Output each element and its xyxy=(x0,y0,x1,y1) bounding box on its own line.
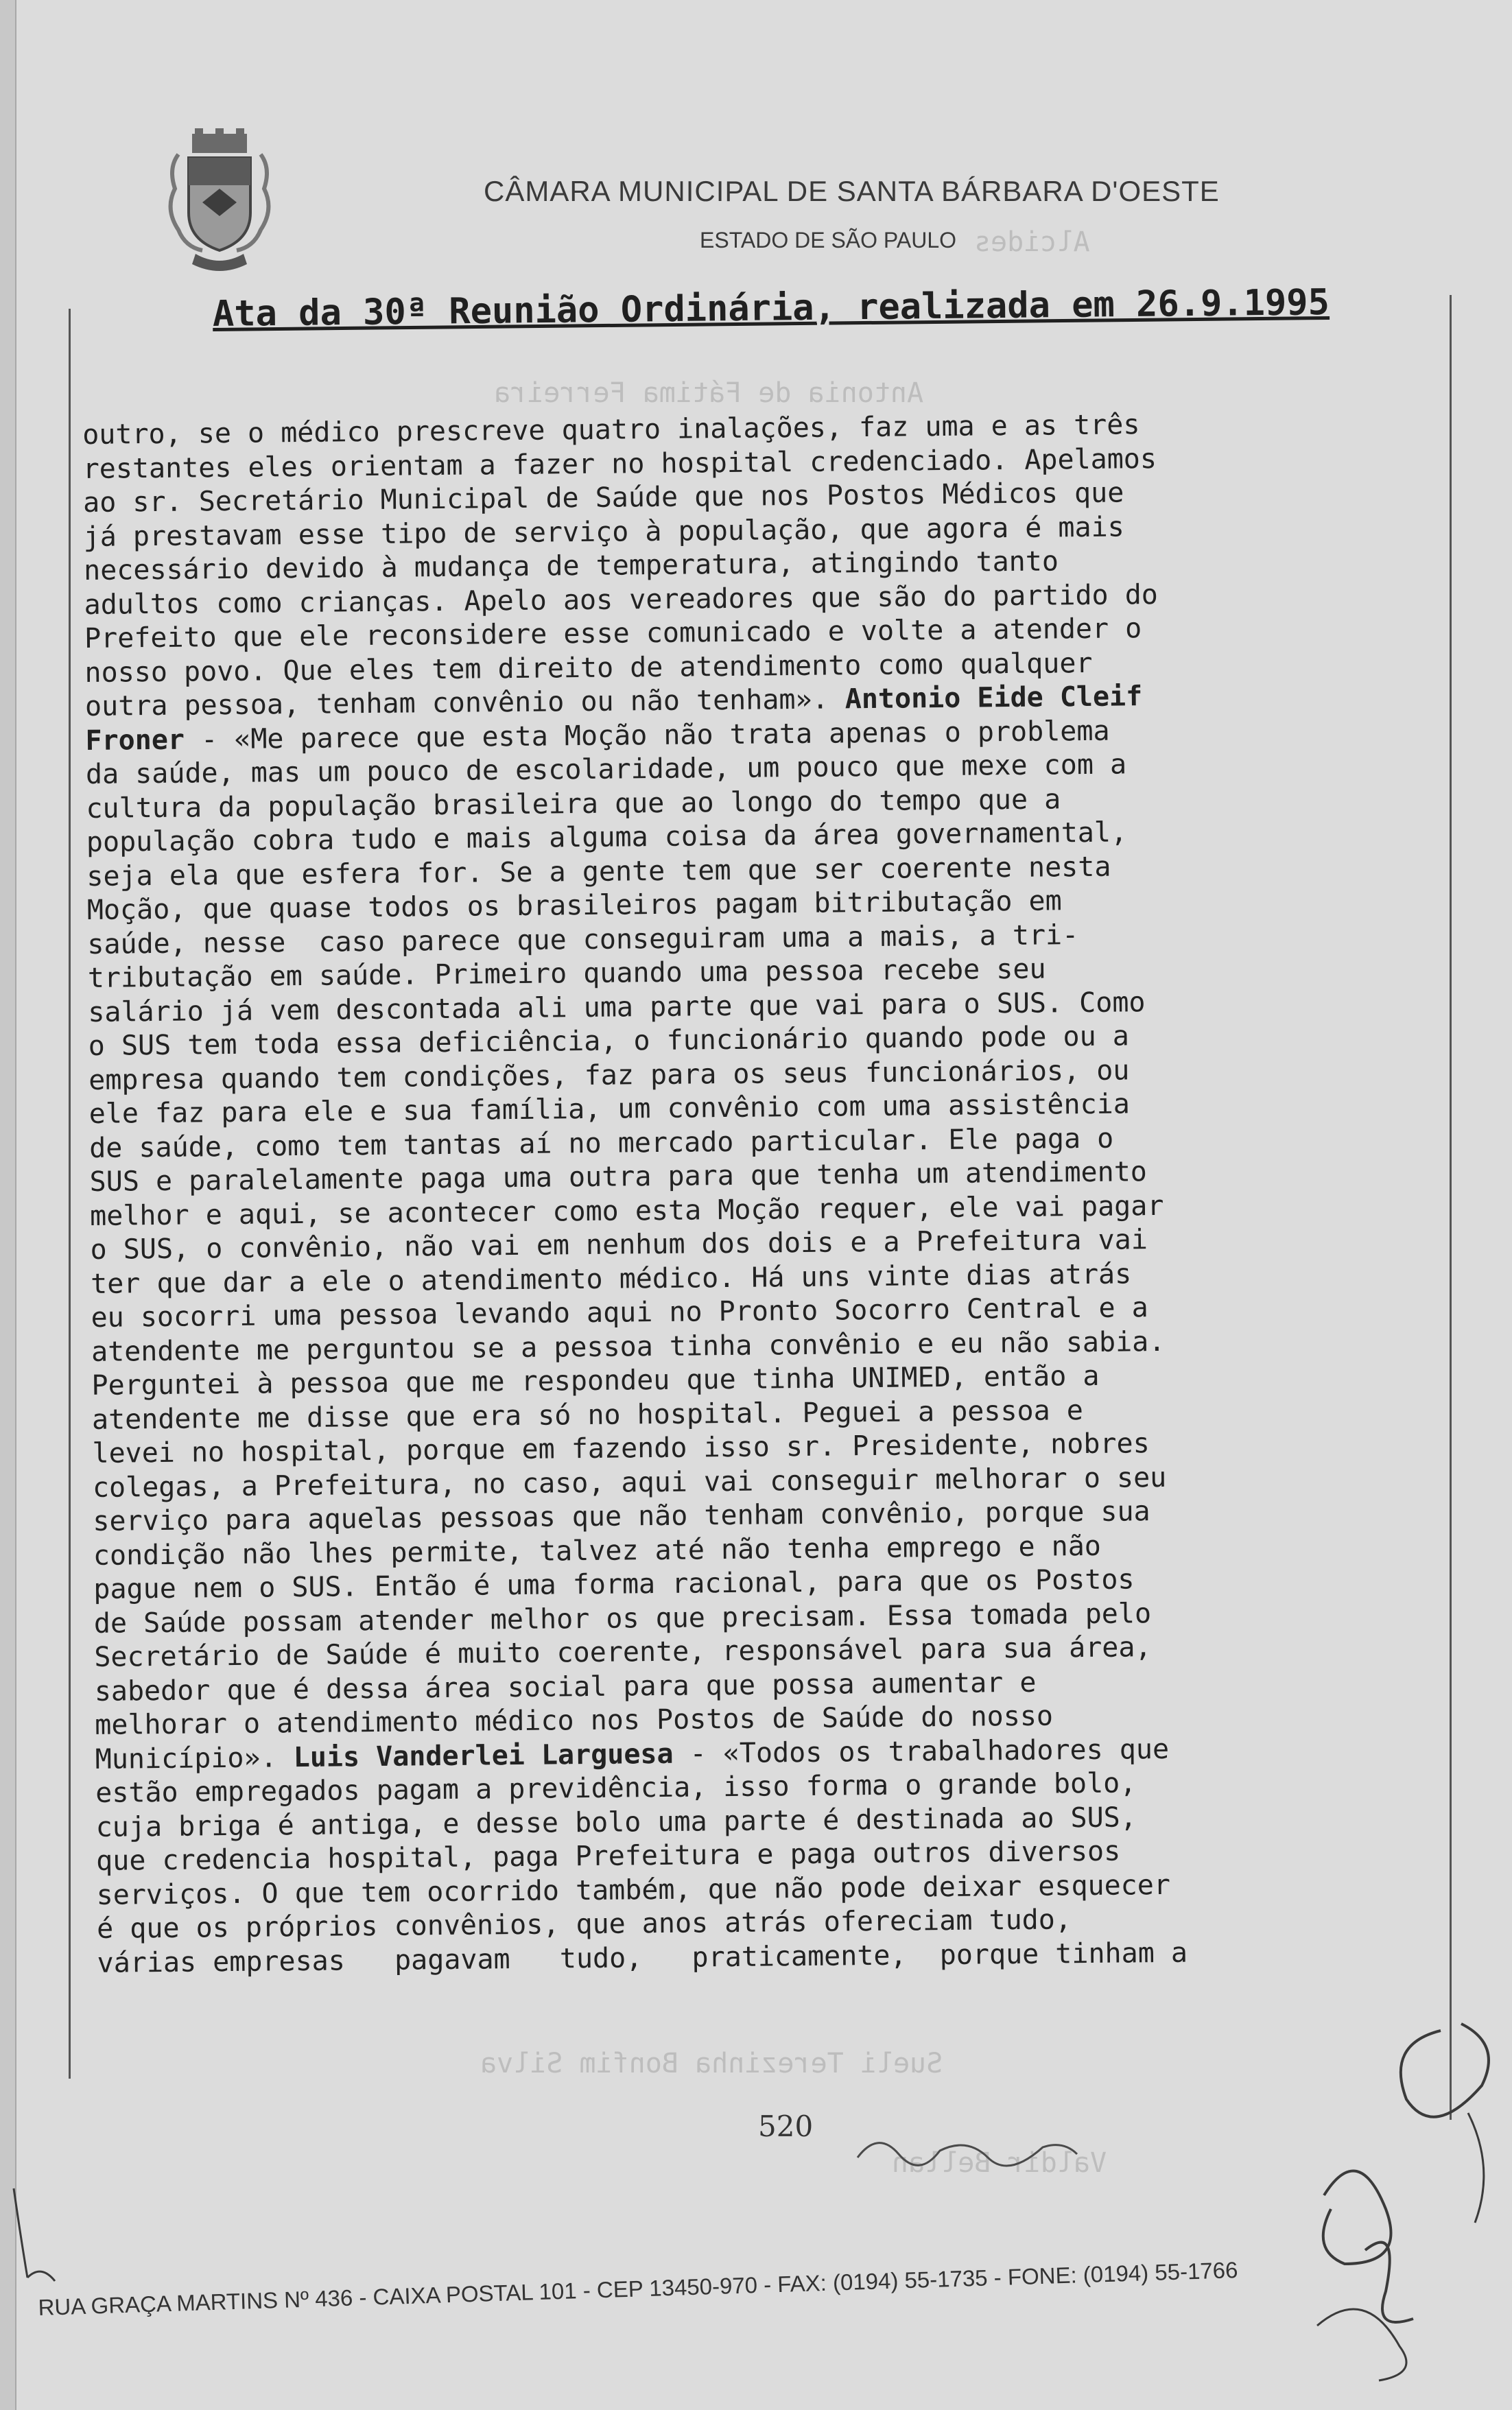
speaker-name: Luis Vanderlei Larguesa xyxy=(293,1738,674,1773)
speaker-name: Froner xyxy=(85,724,185,757)
body-line: ter que dar a ele o atendimento médico. Há uns vinte dias atrás xyxy=(90,1257,1132,1300)
body-line: nosso povo. Que eles tem direito de atendimento como qualquer xyxy=(84,647,1093,689)
body-line: da saúde, mas um pouco de escolaridade, um pouco que mexe com a xyxy=(85,748,1127,790)
minutes-body xyxy=(82,405,1435,1981)
body-line: serviços. O que tem ocorrido também, que não pode deixar esquecer xyxy=(96,1869,1171,1911)
body-line: seja ela que esfera for. Se a gente tem que ser coerente nesta xyxy=(86,851,1111,893)
body-line: colegas, a Prefeitura, no caso, aqui vai conseguir melhorar o seu xyxy=(92,1461,1167,1504)
coat-of-arms-icon xyxy=(165,127,274,278)
bleed-through-name: Valdir Bellan xyxy=(892,2147,1107,2179)
body-line: estão empregados pagam a previdência, isso forma o grande bolo, xyxy=(95,1767,1137,1809)
body-line: Prefeito que ele reconsidere esse comunicado e volte a atender o xyxy=(84,613,1142,654)
body-line: condição não lhes permite, talvez até não tenha emprego e não xyxy=(93,1530,1102,1572)
body-line: ao sr. Secretário Municipal de Saúde que nos Postos Médicos que xyxy=(82,477,1124,519)
body-line: salário já vem descontada ali uma parte que vai para o SUS. Como xyxy=(88,986,1146,1028)
speaker-name: Antonio Eide Cleif xyxy=(844,681,1143,716)
body-line: atendente me disse que era só no hospital. Peguei a pessoa e xyxy=(91,1394,1084,1436)
body-line: o SUS tem toda essa deficiência, o funcionário quando pode ou a xyxy=(88,1020,1130,1062)
right-margin-rule xyxy=(1450,295,1452,2120)
body-line: atendente me perguntou se a pessoa tinha convênio e eu não sabia. xyxy=(91,1325,1166,1368)
body-line: adultos como crianças. Apelo aos vereadores que são do partido do xyxy=(84,578,1159,621)
body-line: outra pessoa, tenham convênio ou não tenham». xyxy=(84,683,845,722)
body-line: o SUS, o convênio, não vai em nenhum dos dois e a Prefeitura vai xyxy=(90,1224,1148,1266)
signature-icon xyxy=(851,2116,1084,2178)
body-line: - «Me parece que esta Moção não trata apenas o problema xyxy=(184,715,1110,756)
bleed-through-name: Alcides xyxy=(974,226,1090,258)
body-line: levei no hospital, porque em fazendo isso sr. Presidente, nobres xyxy=(92,1428,1150,1469)
body-line: ele faz para ele e sua família, um convênio com uma assistência xyxy=(88,1088,1131,1130)
bleed-through-name: Sueli Terezinha Bonfim Silva xyxy=(480,2048,943,2079)
body-line: empresa quando tem condições, faz para os seus funcionários, ou xyxy=(88,1054,1130,1096)
body-line: - «Todos os trabalhadores que xyxy=(673,1733,1170,1770)
body-line: tributação em saúde. Primeiro quando uma pessoa recebe seu xyxy=(87,953,1046,994)
chamber-name: CÂMARA MUNICIPAL DE SANTA BÁRBARA D'OESTE xyxy=(484,175,1220,207)
body-line: de Saúde possam atender melhor os que precisam. Essa tomada pelo xyxy=(93,1597,1152,1640)
body-line: que credencia hospital, paga Prefeitura e paga outros diversos xyxy=(95,1835,1121,1877)
body-line: sabedor que é dessa área social para que possa aumentar e xyxy=(94,1666,1037,1708)
body-line: Perguntei à pessoa que me respondeu que tinha UNIMED, então a xyxy=(91,1360,1100,1402)
state-name: ESTADO DE SÃO PAULO xyxy=(700,228,957,252)
signature-icon xyxy=(7,2182,62,2284)
body-line: já prestavam esse tipo de serviço à população, que agora é mais xyxy=(83,510,1124,553)
body-line: saúde, nesse caso parece que conseguiram uma a mais, a tri- xyxy=(87,919,1079,960)
body-line: outro, se o médico prescreve quatro inalações, faz uma e as três xyxy=(82,409,1140,451)
body-line: necessário devido à mudança de temperatura, atingindo tanto xyxy=(83,545,1059,587)
body-line: Moção, que quase todos os brasileiros pagam bitributação em xyxy=(86,885,1062,926)
body-line: Secretário de Saúde é muito coerente, responsável para sua área, xyxy=(94,1631,1152,1673)
body-line: SUS e paralelamente paga uma outra para que tenha um atendimento xyxy=(89,1156,1148,1198)
left-margin-rule xyxy=(69,309,71,2079)
binding-edge xyxy=(0,0,16,2410)
body-line: é que os próprios convênios, que anos atrás ofereciam tudo, xyxy=(96,1904,1072,1945)
body-line: de saúde, como tem tantas aí no mercado particular. Ele paga o xyxy=(88,1122,1114,1164)
body-line: Município». xyxy=(95,1741,294,1775)
page-number: 520 xyxy=(758,2110,814,2143)
meeting-title: Ata da 30ª Reunião Ordinária, realizada em 26.9.1995 xyxy=(212,281,1330,335)
body-line: melhor e aqui, se acontecer como esta Moção requer, ele vai pagar xyxy=(89,1190,1164,1232)
body-line: cultura da população brasileira que ao longo do tempo que a xyxy=(86,783,1061,825)
body-line: restantes eles orientam a fazer no hospital credenciado. Apelamos xyxy=(82,442,1157,485)
footer-address: RUA GRAÇA MARTINS Nº 436 - CAIXA POSTAL 101 - CEP 13450-970 - FAX: (0194) 55-1735 - FONE: (0194) 55-1766 xyxy=(38,2257,1238,2320)
body-line: melhorar o atendimento médico nos Postos de Saúde do nosso xyxy=(95,1700,1054,1741)
body-line: população cobra tudo e mais alguma coisa da área governamental, xyxy=(86,816,1128,858)
body-line: pague nem o SUS. Então é uma forma racional, para que os Postos xyxy=(93,1563,1135,1605)
body-line: cuja briga é antiga, e desse bolo uma parte é destinada ao SUS, xyxy=(95,1801,1137,1843)
body-line: várias empresas pagavam tudo, praticamente, porque tinham a xyxy=(97,1937,1188,1979)
body-line: eu socorri uma pessoa levando aqui no Pronto Socorro Central e a xyxy=(91,1292,1148,1334)
signature-icon xyxy=(1303,2003,1509,2387)
body-line: serviço para aquelas pessoas que não tenham convênio, porque sua xyxy=(93,1496,1150,1537)
bleed-through-name: Antonia de Fátima Ferreira xyxy=(494,377,924,409)
